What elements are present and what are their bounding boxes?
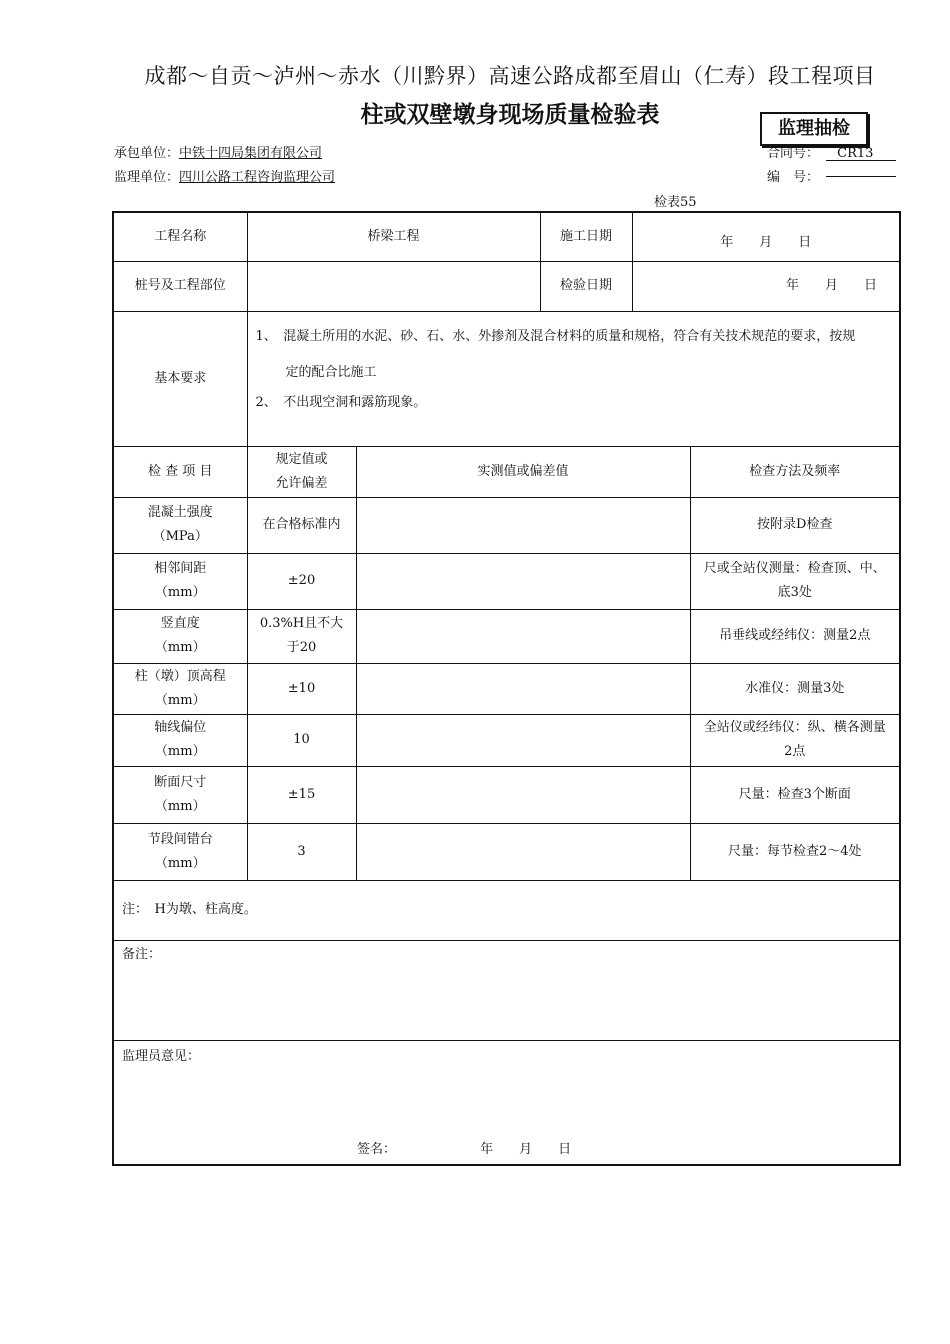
method-line1: 按附录D检查 — [757, 517, 833, 532]
item-name: 混凝土强度 — [147, 505, 213, 520]
row-item — [113, 823, 247, 880]
item-unit: （mm） — [154, 692, 206, 708]
remarks-row — [113, 940, 900, 1040]
row-spec — [247, 766, 356, 823]
measured-cell[interactable] — [356, 823, 690, 880]
row-method — [690, 497, 900, 553]
supervisor-row — [114, 166, 335, 185]
contractor-label: 承包单位： — [114, 146, 180, 161]
form-title: 柱或双壁墩身现场质量检验表 — [360, 102, 660, 128]
header-spec-line2: 允许偏差 — [275, 475, 328, 491]
measured-cell[interactable] — [356, 663, 690, 714]
item-name: 断面尺寸 — [154, 774, 207, 790]
spec-line1: 0.3%H且不大 — [259, 616, 344, 631]
spec-line1: 10 — [293, 732, 310, 747]
row-method — [690, 609, 900, 663]
contractor-row — [114, 142, 322, 161]
item-name: 节段间错台 — [147, 831, 213, 847]
remarks-label: 备注： — [122, 946, 162, 962]
remarks-field[interactable] — [113, 940, 900, 1040]
contract-no-label: 合同号： — [767, 146, 820, 161]
requirements-row — [113, 311, 900, 446]
inspection-table — [112, 211, 901, 1166]
row-method — [690, 663, 900, 714]
table-row — [113, 663, 900, 714]
project-name-value: 桥梁工程 — [247, 212, 540, 261]
item-name: 轴线偏位 — [154, 720, 207, 735]
method-line1: 尺量：检查3个断面 — [738, 786, 851, 802]
table-row — [113, 766, 900, 823]
requirement-1-cont: 定的配合比施工 — [285, 364, 377, 380]
station-row — [113, 261, 900, 311]
contractor-value: 中铁十四局集团有限公司 — [179, 146, 323, 161]
row-item — [113, 663, 247, 714]
item-unit: （mm） — [154, 798, 206, 814]
method-line2: 底3处 — [777, 585, 812, 600]
measured-cell[interactable] — [356, 497, 690, 553]
measured-cell[interactable] — [356, 553, 690, 609]
row-item — [113, 553, 247, 609]
item-name: 竖直度 — [160, 616, 200, 631]
table-row — [113, 609, 900, 663]
header-spec-line1: 规定值或 — [275, 451, 328, 467]
table-row — [113, 553, 900, 609]
row-spec — [247, 663, 356, 714]
header-item: 检 查 项 目 — [113, 446, 247, 497]
spec-line1: ±15 — [287, 786, 316, 802]
project-name-row — [113, 212, 900, 261]
item-name: 相邻间距 — [154, 561, 207, 576]
signature-line — [357, 1138, 571, 1162]
row-spec — [247, 714, 356, 766]
table-header-row — [113, 446, 900, 497]
opinion-row — [113, 1040, 900, 1165]
construction-date-label: 施工日期 — [540, 212, 632, 261]
requirement-2: 2、 不出现空洞和露筋现象。 — [255, 394, 427, 410]
row-method — [690, 766, 900, 823]
row-method — [690, 714, 900, 766]
row-item — [113, 714, 247, 766]
method-line1: 吊垂线或经纬仪：测量2点 — [719, 628, 871, 643]
supervisor-label: 监理单位： — [114, 170, 180, 185]
header-spec — [247, 446, 356, 497]
row-spec — [247, 823, 356, 880]
supervisor-value: 四川公路工程咨询监理公司 — [179, 170, 336, 185]
row-item — [113, 609, 247, 663]
station-value[interactable] — [247, 261, 540, 311]
inspection-date-value[interactable]: 年 月 日 — [632, 261, 900, 311]
measured-cell[interactable] — [356, 609, 690, 663]
sign-label: 签名： — [357, 1142, 397, 1157]
spec-line1: ±10 — [287, 680, 316, 696]
method-line1: 尺或全站仪测量：检查顶、中、 — [703, 561, 886, 576]
supervision-stamp: 监理抽检 — [760, 112, 868, 146]
serial-underline — [826, 176, 896, 177]
requirements-label: 基本要求 — [113, 311, 247, 446]
contract-no-value: CR13 — [837, 146, 874, 161]
spec-line1: ±20 — [287, 573, 316, 588]
contract-no-underline — [826, 160, 896, 161]
row-spec — [247, 553, 356, 609]
spec-line1: 在合格标准内 — [262, 517, 341, 532]
opinion-field[interactable] — [113, 1040, 900, 1165]
item-unit: （mm） — [154, 640, 206, 655]
project-name-label: 工程名称 — [113, 212, 247, 261]
item-unit: （mm） — [154, 585, 206, 600]
item-unit: （MPa） — [152, 529, 208, 544]
requirement-1: 1、 混凝土所用的水泥、砂、石、水、外掺剂及混合材料的质量和规格，符合有关技术规范的要求，按规 — [255, 328, 856, 344]
method-line2: 2点 — [784, 744, 806, 759]
row-item — [113, 497, 247, 553]
form-code: 检表55 — [654, 195, 697, 210]
note-text: 注： H为墩、柱高度。 — [113, 880, 900, 940]
table-row — [113, 823, 900, 880]
note-row — [113, 880, 900, 940]
project-title: 成都～自贡～泸州～赤水（川黔界）高速公路成都至眉山（仁寿）段工程项目 — [144, 64, 876, 88]
row-spec — [247, 609, 356, 663]
item-unit: （mm） — [154, 855, 206, 871]
table-row — [113, 714, 900, 766]
spec-line1: 3 — [297, 843, 306, 859]
row-method — [690, 823, 900, 880]
row-method — [690, 553, 900, 609]
measured-cell[interactable] — [356, 766, 690, 823]
inspection-date-label: 检验日期 — [540, 261, 632, 311]
item-name: 柱（墩）顶高程 — [134, 668, 226, 684]
row-item — [113, 766, 247, 823]
serial-label: 编 号： — [767, 170, 820, 185]
measured-cell[interactable] — [356, 714, 690, 766]
item-unit: （mm） — [154, 744, 206, 759]
method-line1: 全站仪或经纬仪：纵、横各测量 — [703, 720, 886, 735]
station-label: 桩号及工程部位 — [113, 261, 247, 311]
method-line1: 水准仪：测量3处 — [745, 680, 845, 696]
header-method: 检查方法及频率 — [690, 446, 900, 497]
spec-line2: 于20 — [286, 640, 317, 655]
method-line1: 尺量：每节检查2～4处 — [728, 843, 862, 859]
header-measured: 实测值或偏差值 — [356, 446, 690, 497]
opinion-label: 监理员意见： — [122, 1048, 201, 1064]
contract-no-row — [767, 142, 897, 161]
construction-date-value[interactable]: 年 月 日 — [632, 212, 900, 261]
sign-date: 年 月 日 — [480, 1142, 572, 1157]
requirements-content — [247, 311, 900, 446]
row-spec — [247, 497, 356, 553]
table-row — [113, 497, 900, 553]
